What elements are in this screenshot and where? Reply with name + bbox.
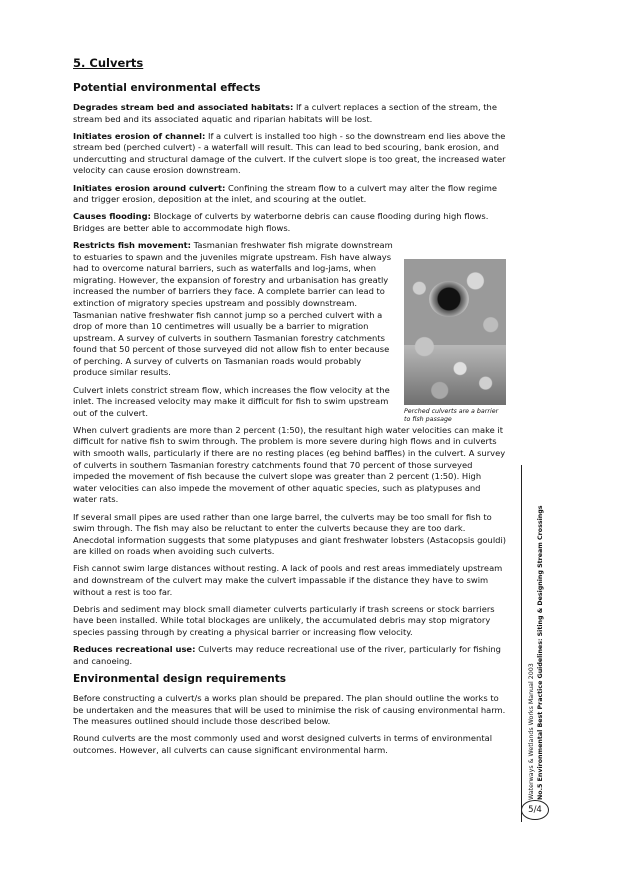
sidebar-running-title	[527, 440, 549, 800]
paragraph-works-plan: Before constructing a culvert/s a works plan should be prepared. The plan should outline the works to be undertaken and the measures that will be used to minimise the risk of causing environmental harm. The measures outlined should include those described below.	[73, 693, 506, 727]
text-degrades: If a culvert replaces a section of the stream, the stream bed and its associated aquatic and riparian habitats will be lost.	[73, 102, 497, 124]
paragraph-degrades-stream-bed	[73, 102, 506, 125]
lead-erosion-channel: Initiates erosion of channel:	[73, 130, 206, 141]
paragraph-round-culverts: Round culverts are the most commonly used and worst designed culverts in terms of environmental outcomes. However, all culverts can cause significant environmental harm.	[73, 733, 493, 755]
sidebar-divider	[521, 465, 522, 822]
heading-potential-effects: Potential environmental effects	[73, 82, 261, 94]
lead-degrades: Degrades stream bed and associated habitats:	[73, 102, 294, 112]
figure-caption: Perched culverts are a barrier to fish passage	[404, 408, 499, 423]
text-fish-movement: Tasmanian freshwater fish migrate downstream to estuaries to spawn and the juveniles migrate upstream. Fish have always had to overcome natural barriers, such as waterfalls and log-jams, when migrating. However, the expansion of forestry and urbanisation has greatly increased the number of barriers they face. A complete barrier can lead to extinction of migratory species upstream and possibly downstream. Tasmanian native freshwater fish cannot jump so a perched culvert with a drop of more than 10 centimetres will usually be a barrier to migration upstream. A survey of culverts in southern Tasmanian forestry catchments found that 50 percent of those surveyed did not allow fish to enter because of perching. A survey of culverts on Tasmanian roads would probably produce similar results.	[73, 239, 393, 378]
sidebar-manual-title: Waterways & Wetlands Works Manual 2003	[528, 663, 535, 800]
paragraph-debris: Debris and sediment may block small diameter culverts particularly if trash screens or stock barriers have been installed. While total blockages are unlikely, the accumulated debris may stop migratory species passing through by creating a physical barrier or increasing flow velocity.	[73, 603, 495, 637]
culvert-figure	[404, 259, 506, 424]
paragraph-erosion-channel	[73, 131, 506, 177]
paragraph-erosion-culvert	[73, 183, 506, 206]
page-number: 5/4	[521, 800, 549, 820]
photo-culvert-pipe	[429, 281, 469, 317]
lead-flooding: Causes flooding:	[73, 211, 151, 222]
lead-recreational: Reduces recreational use:	[73, 643, 196, 654]
paragraph-fish-movement	[73, 240, 396, 379]
paragraph-recreational	[73, 644, 506, 667]
paragraph-resting: Fish cannot swim large distances without resting. A lack of pools and rest areas immediately upstream and downstream of the culvert may make the culvert impassable if the distance they have to swim without a rest is too far.	[73, 563, 503, 597]
paragraph-small-pipes: If several small pipes are used rather than one large barrel, the culverts may be too small for fish to swim through. The fish may also be reluctant to enter the culverts because they are too dark. Anecdotal information suggests that some platypuses and giant freshwater lobsters (Astacopsis gouldi) are killed on roads when avoiding such culverts.	[73, 511, 507, 557]
paragraph-gradients: When culvert gradients are more than 2 percent (1:50), the resultant high water velocities can make it difficult for native fish to swim through. The problem is more severe during high flows and in culverts with smooth walls, particularly if there are no resting places (eg behind baffles) in the culvert. A survey of culverts in southern Tasmanian forestry catchments found that 70 percent of those surveyed impeded the movement of fish because the culvert slope was greater than 2 percent (1:50). High water velocities can also impede the movement of other aquatic species, such as platypuses and water rats.	[73, 424, 506, 505]
lead-erosion-culvert: Initiates erosion around culvert:	[73, 182, 226, 193]
perched-culvert-photo	[404, 259, 506, 405]
sidebar-guideline-title: No.5 Environmental Best Practice Guidelines: Siting & Designing Stream Crossings	[537, 505, 544, 800]
paragraph-inlet-constriction: Culvert inlets constrict stream flow, which increases the flow velocity at the inlet. The increased velocity may make it difficult for fish to swim upstream out of the culvert.	[73, 384, 390, 418]
text-erosion-channel: If a culvert is installed too high - so the downstream end lies above the stream bed (perched culvert) - a waterfall will result. This can lead to bed scouring, bank erosion, and undercutting and structural damage of the culvert. If the culvert slope is too great, the increased water velocity can cause erosion downstream.	[73, 130, 506, 176]
text-flooding: Blockage of culverts by waterborne debris can cause flooding during high flows. Bridges are better able to accommodate high flows.	[73, 211, 489, 233]
paragraph-flooding	[73, 211, 506, 234]
section-title: 5. Culverts	[73, 56, 144, 70]
text-erosion-culvert: Confining the stream flow to a culvert may alter the flow regime and trigger erosion, deposition at the inlet, and scouring at the outlet.	[73, 182, 497, 205]
heading-design-requirements: Environmental design requirements	[73, 673, 286, 686]
text-recreational: Culverts may reduce recreational use of the river, particularly for fishing and canoeing.	[73, 643, 501, 666]
lead-fish-movement: Restricts fish movement:	[73, 239, 191, 250]
